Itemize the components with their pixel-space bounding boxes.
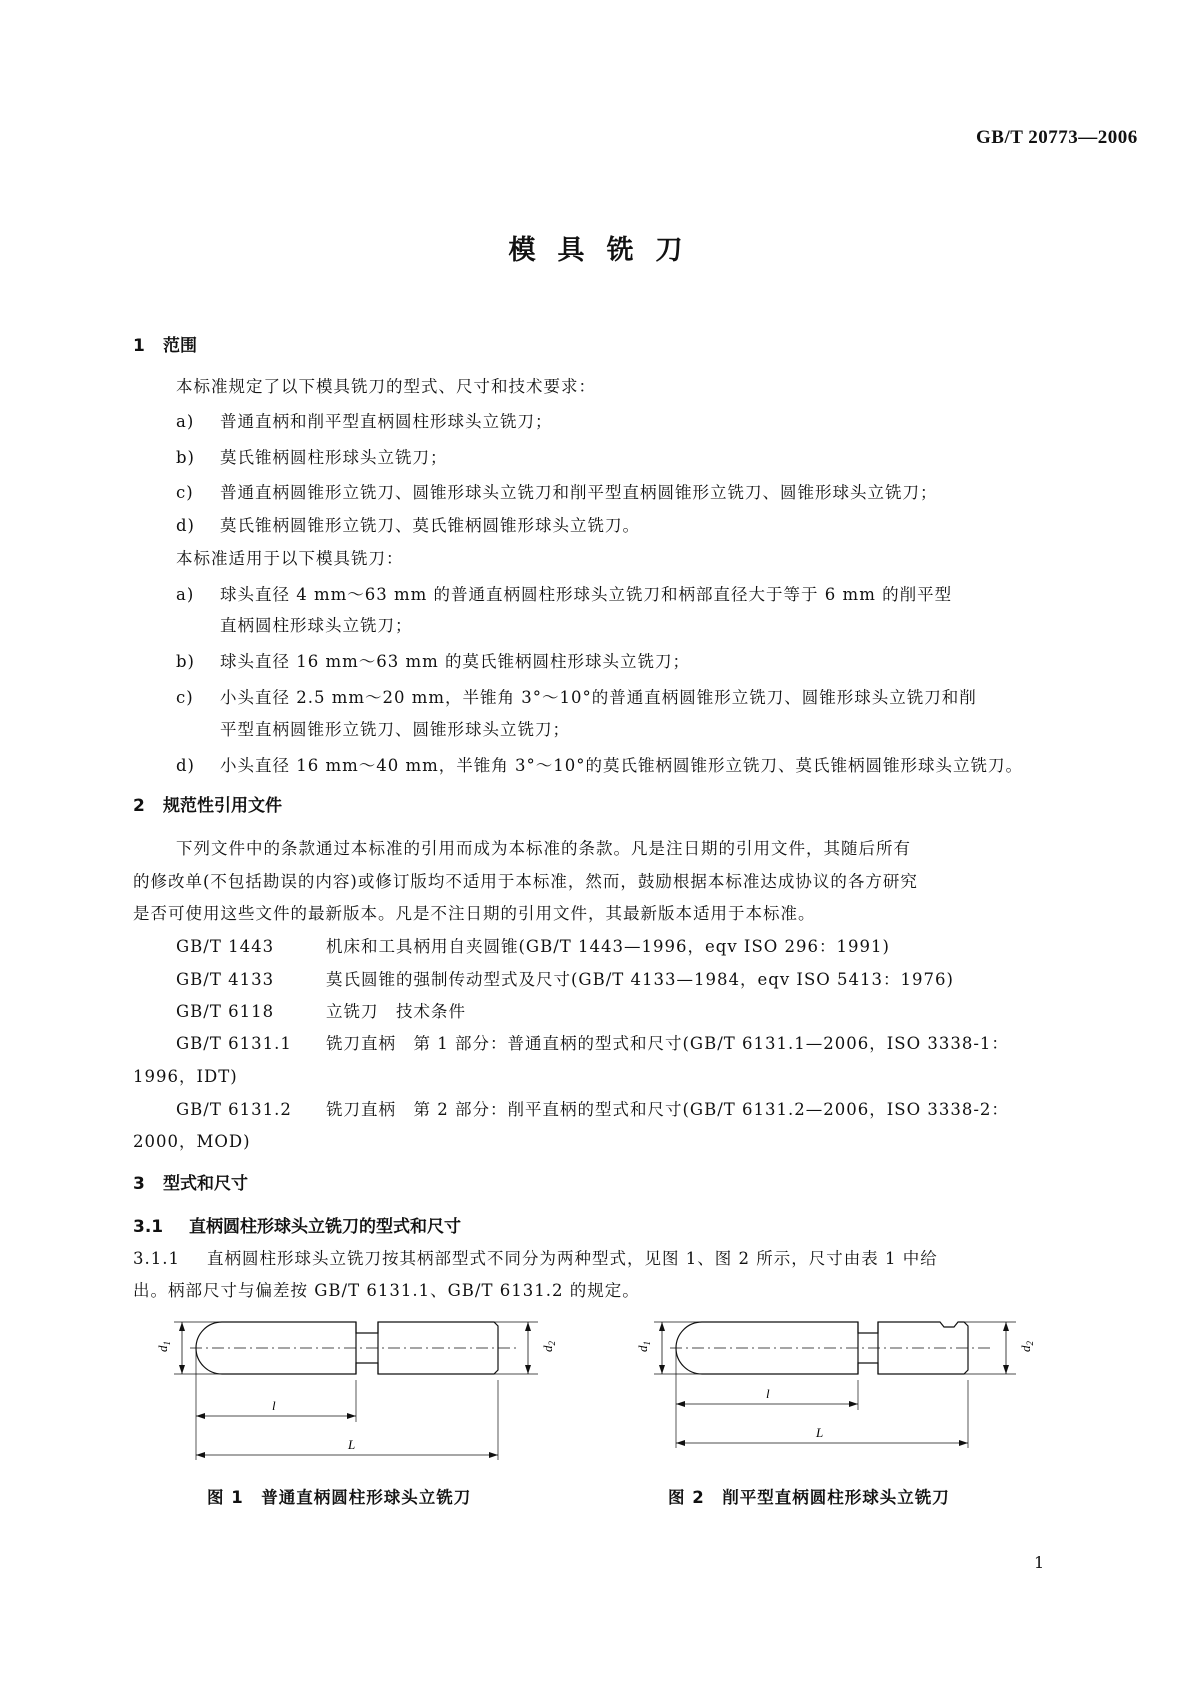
section-title: 范围 <box>163 336 197 356</box>
reference <box>176 1030 1009 1054</box>
list-item-text: 普通直柄圆锥形立铣刀、圆锥形球头立铣刀和削平型直柄圆锥形立铣刀、圆锥形球头立铣刀； <box>220 483 938 502</box>
reference-code: GB/T 1443 <box>176 937 275 956</box>
paragraph: 本标准规定了以下模具铣刀的型式、尺寸和技术要求： <box>176 377 596 396</box>
reference-code: GB/T 6131.1 <box>176 1034 292 1053</box>
label-L: L <box>348 1437 356 1452</box>
section-2-heading <box>133 791 282 816</box>
section-number: 2 <box>133 796 145 816</box>
label-l: l <box>766 1386 770 1401</box>
label-d1-letter: d <box>635 1345 650 1352</box>
reference <box>176 1096 1009 1120</box>
label-d1-subscript: 1 <box>642 1341 652 1346</box>
list-item <box>176 648 690 672</box>
list-item-text: 莫氏锥柄圆柱形球头立铣刀； <box>220 448 448 467</box>
reference-continuation: 2000，MOD) <box>133 1132 251 1151</box>
figure-1-caption: 图 1 普通直柄圆柱形球头立铣刀 <box>207 1488 472 1507</box>
reference-title: 立铣刀 技术条件 <box>326 1002 466 1021</box>
paragraph-line: 是否可使用这些文件的最新版本。凡是不注日期的引用文件，其最新版本适用于本标准。 <box>133 904 816 923</box>
subsection-number: 3.1 <box>133 1217 164 1237</box>
list-item-text: 小头直径 16 mm～40 mm，半锥角 3°～10°的莫氏锥柄圆锥形立铣刀、莫氏锥柄圆锥形球头立铣刀。 <box>220 756 1024 775</box>
reference-title: 莫氏圆锥的强制传动型式及尺寸(GB/T 4133—1984，eqv ISO 5413：1976) <box>326 970 954 989</box>
list-item-number: a) <box>176 585 195 604</box>
list-item <box>176 479 938 503</box>
reference-continuation: 1996，IDT) <box>133 1067 238 1086</box>
reference <box>176 966 954 990</box>
list-item-text: 球头直径 4 mm～63 mm 的普通直柄圆柱形球头立铣刀和柄部直径大于等于 6 mm 的削平型 <box>220 585 953 604</box>
list-item-number: b) <box>176 448 195 467</box>
list-item-number: d) <box>176 756 195 775</box>
label-d1-subscript: 1 <box>162 1341 172 1346</box>
list-item-number: d) <box>176 516 195 535</box>
label-d2-letter: d <box>1018 1345 1033 1352</box>
reference-title: 铣刀直柄 第 1 部分：普通直柄的型式和尺寸(GB/T 6131.1—2006，ISO 3338-1： <box>326 1034 1009 1053</box>
list-item-text: 普通直柄和削平型直柄圆柱形球头立铣刀； <box>220 412 553 431</box>
reference-title: 机床和工具柄用自夹圆锥(GB/T 1443—1996，eqv ISO 296：1991) <box>326 937 890 956</box>
clause-number: 3.1.1 <box>133 1249 180 1268</box>
list-item-number: b) <box>176 652 195 671</box>
list-item <box>176 752 1023 776</box>
standard-number: GB/T 20773—2006 <box>976 127 1138 148</box>
list-item-number: a) <box>176 412 195 431</box>
subsection-title: 直柄圆柱形球头立铣刀的型式和尺寸 <box>189 1217 461 1237</box>
list-item-continuation: 直柄圆柱形球头立铣刀； <box>220 616 413 635</box>
label-d2 <box>1018 1341 1035 1353</box>
reference-code: GB/T 4133 <box>176 970 275 989</box>
reference-code: GB/T 6131.2 <box>176 1100 292 1119</box>
list-item-number: c) <box>176 688 194 707</box>
section-number: 1 <box>133 336 145 356</box>
label-d1 <box>635 1341 652 1352</box>
list-item-continuation: 平型直柄圆锥形立铣刀、圆锥形球头立铣刀； <box>220 720 570 739</box>
clause-continuation: 出。柄部尺寸与偏差按 GB/T 6131.1、GB/T 6131.2 的规定。 <box>133 1281 640 1300</box>
figure-1-drawing <box>155 1300 560 1470</box>
page-title: 模具铣刀 <box>508 235 705 266</box>
label-d1-letter: d <box>155 1345 170 1352</box>
label-d2-letter: d <box>540 1345 555 1352</box>
subsection-heading <box>133 1212 461 1237</box>
paragraph-line: 的修改单(不包括勘误的内容)或修订版均不适用于本标准，然而，鼓励根据本标准达成协议的各方研究 <box>133 872 918 891</box>
label-d2-subscript: 2 <box>547 1341 557 1346</box>
section-title: 规范性引用文件 <box>163 796 282 816</box>
label-l: l <box>272 1398 276 1413</box>
list-item <box>176 581 952 605</box>
list-item-text: 小头直径 2.5 mm～20 mm，半锥角 3°～10°的普通直柄圆锥形立铣刀、圆锥形球头立铣刀和削 <box>220 688 977 707</box>
section-title: 型式和尺寸 <box>163 1174 248 1194</box>
section-number: 3 <box>133 1174 145 1194</box>
figure-2-caption: 图 2 削平型直柄圆柱形球头立铣刀 <box>668 1488 950 1507</box>
reference <box>176 998 466 1022</box>
list-item-text: 莫氏锥柄圆锥形立铣刀、莫氏锥柄圆锥形球头立铣刀。 <box>220 516 640 535</box>
list-item <box>176 684 977 708</box>
reference-title: 铣刀直柄 第 2 部分：削平直柄的型式和尺寸(GB/T 6131.2—2006，ISO 3338-2： <box>326 1100 1009 1119</box>
label-L: L <box>816 1425 824 1440</box>
dimension-arrows <box>659 1322 1009 1446</box>
reference-code: GB/T 6118 <box>176 1002 275 1021</box>
clause-text: 直柄圆柱形球头立铣刀按其柄部型式不同分为两种型式，见图 1、图 2 所示，尺寸由表 1 中给 <box>207 1249 938 1268</box>
clause <box>133 1245 938 1269</box>
page-number: 1 <box>1034 1553 1045 1572</box>
list-item <box>176 512 640 536</box>
list-item-text: 球头直径 16 mm～63 mm 的莫氏锥柄圆柱形球头立铣刀； <box>220 652 691 671</box>
label-d1 <box>155 1341 172 1352</box>
label-d2-subscript: 2 <box>1025 1341 1035 1346</box>
reference <box>176 933 890 957</box>
section-3-heading <box>133 1169 248 1194</box>
figure-2-drawing <box>635 1300 1040 1470</box>
list-item <box>176 444 448 468</box>
list-item <box>176 408 553 432</box>
list-item-number: c) <box>176 483 194 502</box>
paragraph: 本标准适用于以下模具铣刀： <box>176 549 404 568</box>
section-1-heading <box>133 331 197 356</box>
paragraph-line: 下列文件中的条款通过本标准的引用而成为本标准的条款。凡是注日期的引用文件，其随后所有 <box>176 839 911 858</box>
label-d2 <box>540 1341 557 1353</box>
